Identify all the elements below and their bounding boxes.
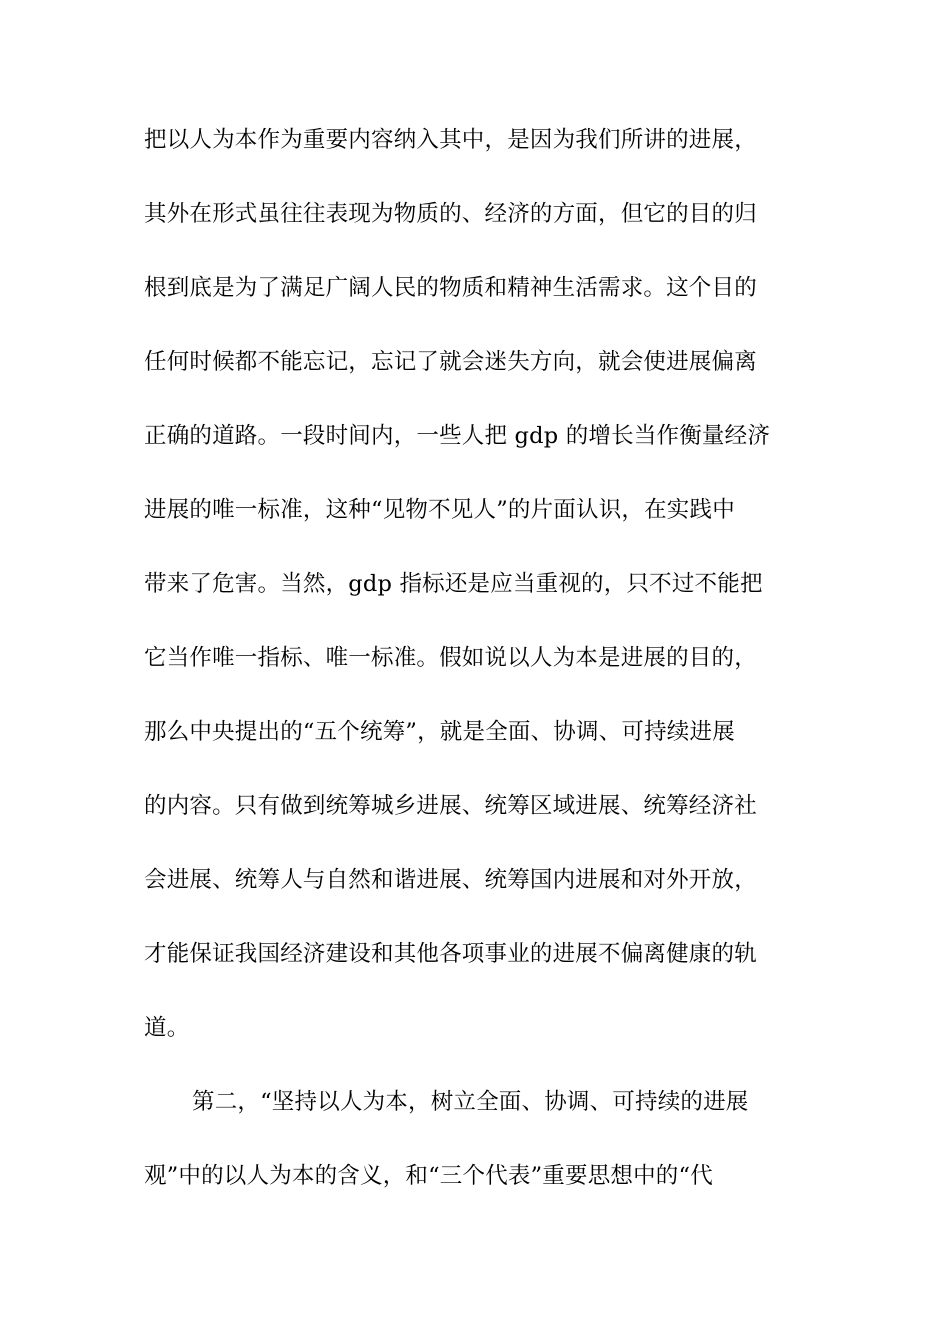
text-line: 那么中央提出的“五个统筹”，就是全面、协调、可持续进展 bbox=[144, 719, 735, 745]
text-line: 进展的唯一标准，这种“见物不见人”的片面认识，在实践中 bbox=[144, 497, 735, 523]
text-line: 根到底是为了满足广阔人民的物质和精神生活需求。这个目的 bbox=[144, 275, 757, 301]
text-line: 带来了危害。当然，gdp 指标还是应当重视的，只不过不能把 bbox=[144, 571, 763, 597]
text-line: 正确的道路。一段时间内，一些人把 gdp 的增长当作衡量经济 bbox=[144, 423, 771, 449]
text-line: 任何时候都不能忘记，忘记了就会迷失方向，就会使进展偏离 bbox=[144, 349, 757, 375]
text-line: 把以人为本作为重要内容纳入其中，是因为我们所讲的进展， bbox=[144, 127, 757, 153]
text-line: 它当作唯一指标、唯一标准。假如说以人为本是进展的目的， bbox=[144, 645, 757, 671]
text-line: 其外在形式虽往往表现为物质的、经济的方面，但它的目的归 bbox=[144, 201, 757, 227]
text-line: 才能保证我国经济建设和其他各项事业的进展不偏离健康的轨 bbox=[144, 941, 757, 967]
paragraph-start-line: 第二，“坚持以人为本，树立全面、协调、可持续的进展 bbox=[192, 1089, 749, 1115]
text-line: 会进展、统筹人与自然和谐进展、统筹国内进展和对外开放， bbox=[144, 867, 757, 893]
body-text bbox=[144, 128, 808, 1238]
text-line: 的内容。只有做到统筹城乡进展、统筹区域进展、统筹经济社 bbox=[144, 793, 757, 819]
text-line: 道。 bbox=[144, 1015, 190, 1041]
text-line: 观”中的以人为本的含义，和“三个代表”重要思想中的“代 bbox=[144, 1163, 713, 1189]
